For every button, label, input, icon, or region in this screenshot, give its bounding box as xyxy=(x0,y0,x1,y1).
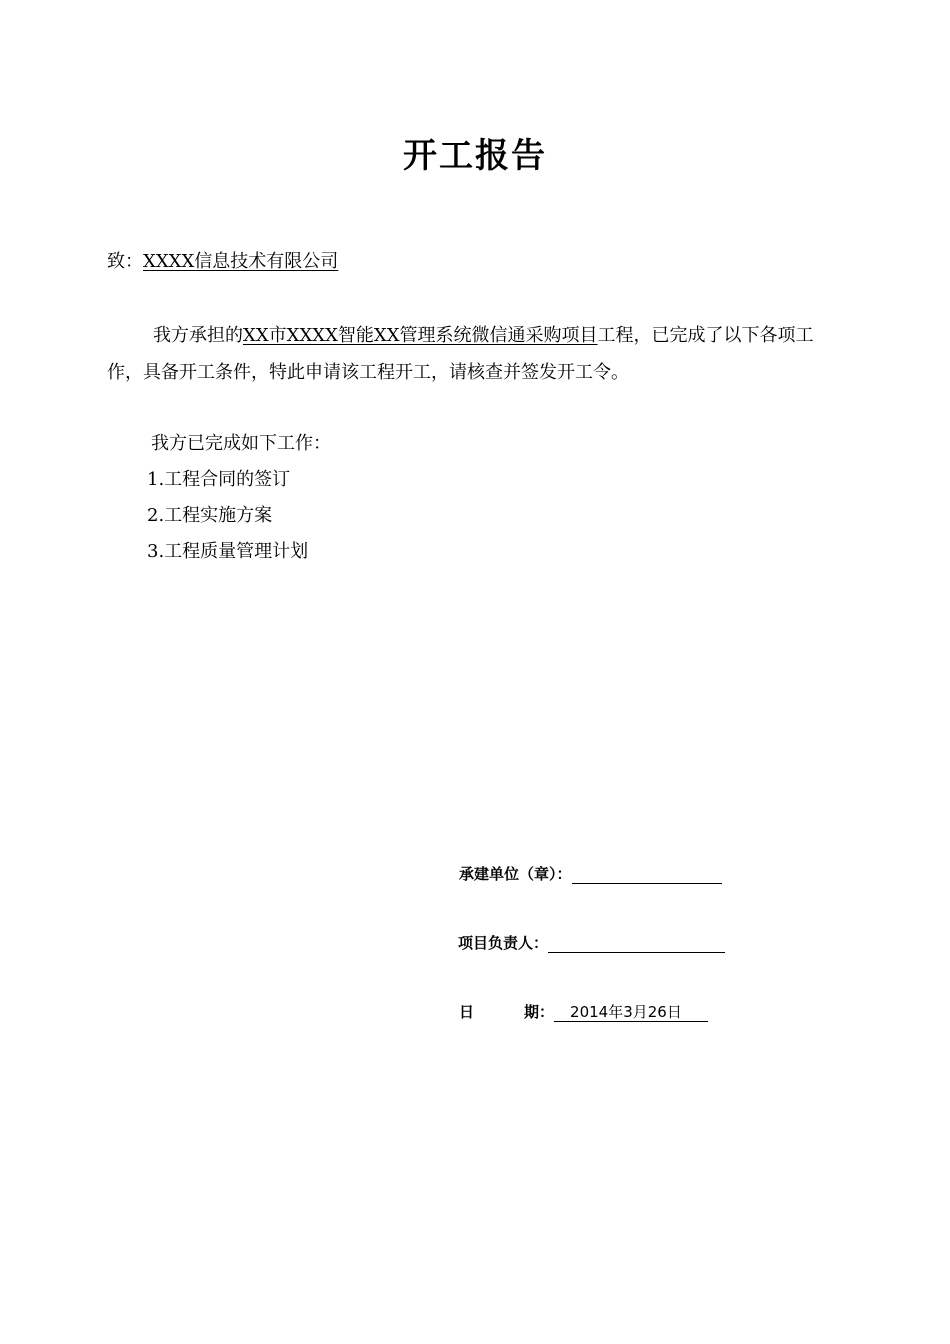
date-label-char-2: 期： xyxy=(524,1003,555,1021)
project-manager-blank-line xyxy=(548,935,725,953)
list-item: 2.工程实施方案 xyxy=(147,505,273,526)
list-item: 3.工程质量管理计划 xyxy=(147,541,309,562)
contractor-blank-line xyxy=(572,866,722,884)
project-name: XX市XXXX智能XX管理系统微信通采购项目 xyxy=(243,325,598,346)
addressee-line xyxy=(107,250,338,274)
contractor-label: 承建单位（章）： xyxy=(459,865,572,883)
list-item: 1.工程合同的签订 xyxy=(147,469,291,490)
completed-heading: 我方已完成如下工作： xyxy=(151,433,331,454)
date-value: 2014年3月26日 xyxy=(554,1003,708,1022)
body-intro: 我方承担的 xyxy=(153,325,243,346)
addressee-prefix: 致： xyxy=(107,251,143,272)
body-line-2: 作，具备开工条件，特此申请该工程开工，请核查并签发开工令。 xyxy=(107,362,629,383)
body-line-1 xyxy=(153,324,814,348)
document-title: 开工报告 xyxy=(403,136,547,176)
date-label-char-1: 日 xyxy=(459,1003,475,1021)
project-manager-label: 项目负责人： xyxy=(458,934,549,952)
project-manager-field xyxy=(458,933,725,953)
addressee-name: XXXX信息技术有限公司 xyxy=(143,251,339,272)
contractor-field xyxy=(459,864,722,884)
date-field xyxy=(459,1002,708,1022)
body-rest-line-1: 工程，已完成了以下各项工 xyxy=(597,325,814,346)
